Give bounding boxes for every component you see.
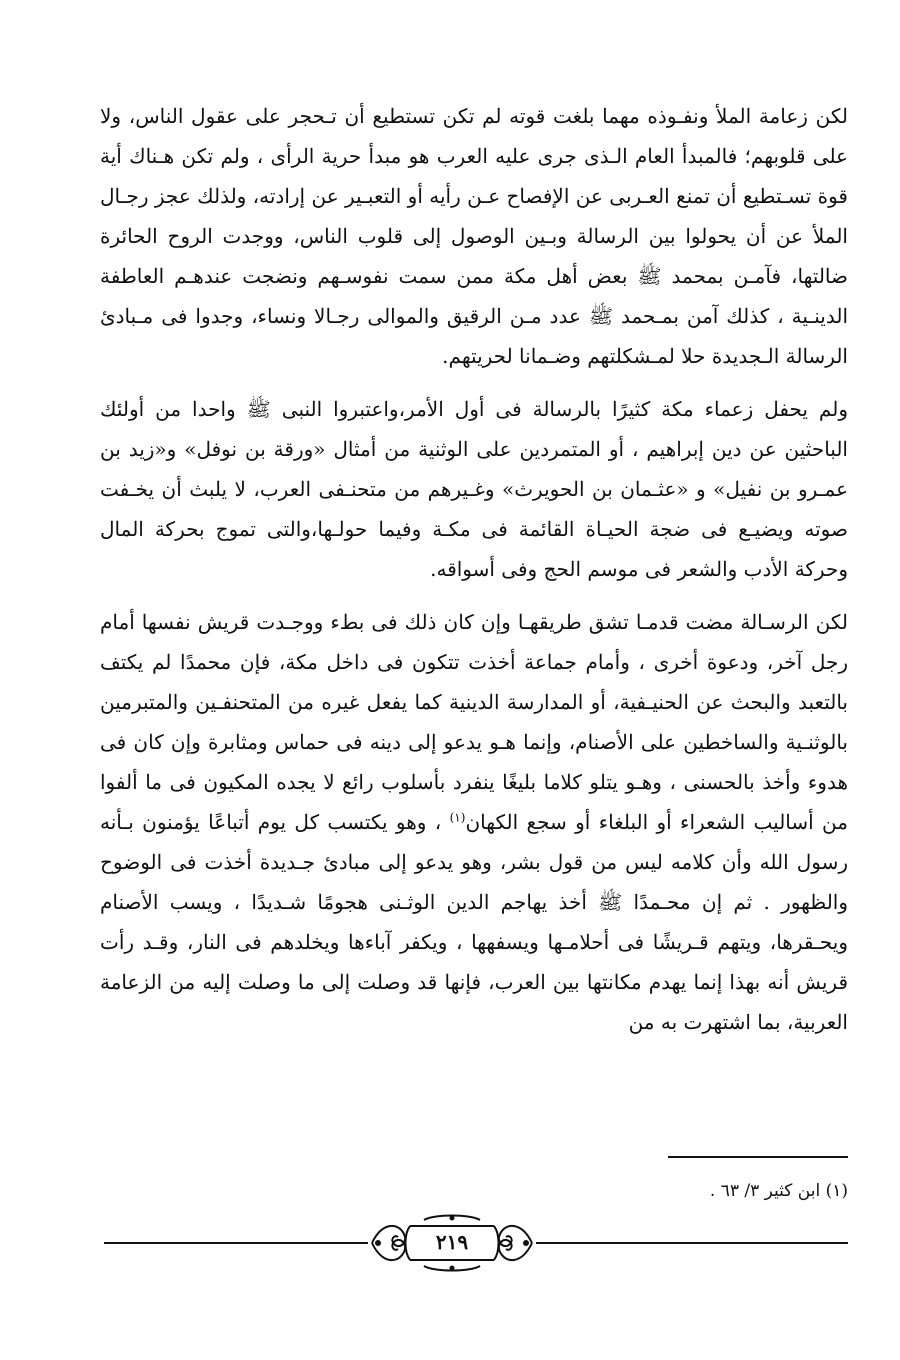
footer-rule-left xyxy=(104,1242,368,1244)
footnote: (١) ابن كثير ٣/ ٦٣ . xyxy=(709,1181,848,1201)
paragraph-3 xyxy=(100,602,848,1042)
paragraph-1: لكن زعامة الملأ ونفـوذه مهما بلغت قوته لم تكن تستطيع أن تـحجر على عقول الناس، ولا على قلوبهم؛ فالمبدأ العام الـذى جرى عليه العرب هو مبدأ حرية الرأى ، ولم تكن هـناك أية قوة تسـتطيع أن تمنع العـربى عن الإفصاح عـن رأيه أو التعبـير عن إرادته، ولذلك عجز رجـال الملأ عن أن يحولوا بين الرسالة وبـين الوصول إلى قلوب الناس، ووجدت الروح الحائرة ضالتها، فآمـن بمحمد ﷺ بعض أهل مكة ممن سمت نفوسـهم ونضجت عندهـم العاطفة الدينـية ، كذلك آمن بمـحمد ﷺ عدد مـن الرقيق والموالى رجـالا ونساء، وجدوا فى مـبادئ الرسالة الـجديدة حلا لمـشكلتهم وضـمانا لحريتهم. xyxy=(100,104,848,368)
footnote-reference[interactable]: (١) xyxy=(449,810,466,825)
body-text xyxy=(100,96,848,1055)
footnote-separator xyxy=(668,1156,848,1158)
footer-rule-right xyxy=(536,1242,848,1244)
page-number: ٢١٩ xyxy=(435,1230,469,1254)
paragraph-2: ولم يحفل زعماء مكة كثيرًا بالرسالة فى أول الأمر،واعتبروا النبى ﷺ واحدا من أولئك الباحثين عن دين إبراهيم ، أو المتمردين على الوثنية من أمثال «ورقة بن نوفل» و«زيد بن عمـرو بن نفيل» و «عثـمان بن الحويرث» وغـيرهم من متحنـفى العرب، لا يلبث أن يخـفت صوته ويضيـع فى ضجة الحيـاة القائمة فى مكـة وفيما حولـها،والتى تموج بحركة المال وحركة الأدب والشعر فى موسم الحج وفى أسواقه. xyxy=(100,397,848,581)
paragraph-3-text: لكن الرسـالة مضت قدمـا تشق طريقهـا وإن كان ذلك فى بطء ووجـدت قريش نفسها أمام رجل آخر، ودعوة أخرى ، وأمام جماعة أخذت تتكون فى داخل مكة، فإن محمدًا لم يكتف بالتعبد والبحث عن الحنيـفية، أو المدارسة الدينية كما يفعل غيره من المتحنفـين والمتبرمين بالوثنـية والساخطين على الأصنام، وإنما هـو يدعو إلى دينه فى حماس ومثابرة وإن كان فى هدوء وأخذ بالحسنى ، وهـو يتلو كلاما بليغًا ينفرد بأسلوب رائع لا يجده المكيون فى ما ألفوا من أساليب الشعراء أو البلغاء أو سجع الكهان xyxy=(100,610,848,834)
paragraph-3-continuation: ، وهو يكتسب كل يوم أتباعًا يؤمنون بـأنه رسول الله وأن كلامه ليس من قول بشر، وهو يدعو إلى مبادئ جـديدة أخذت فى الوضوح والظهور . ثم إن محـمدًا ﷺ أخذ يهاجم الدين الوثـنى هجومًا شـديدًا ، ويسب الأصنام ويحـقرها، ويتهم قـريشًا فى أحلامـها ويسفهها ، ويكفر آباءها ويخلدهم فى النار، وقـد رأت قريش أنه بهذا إنما يهدم مكانتها بين العرب، فإنها قد وصلت إلى ما وصلت إليه من الزعامة العربية، بما اشتهرت به من xyxy=(100,810,848,1034)
